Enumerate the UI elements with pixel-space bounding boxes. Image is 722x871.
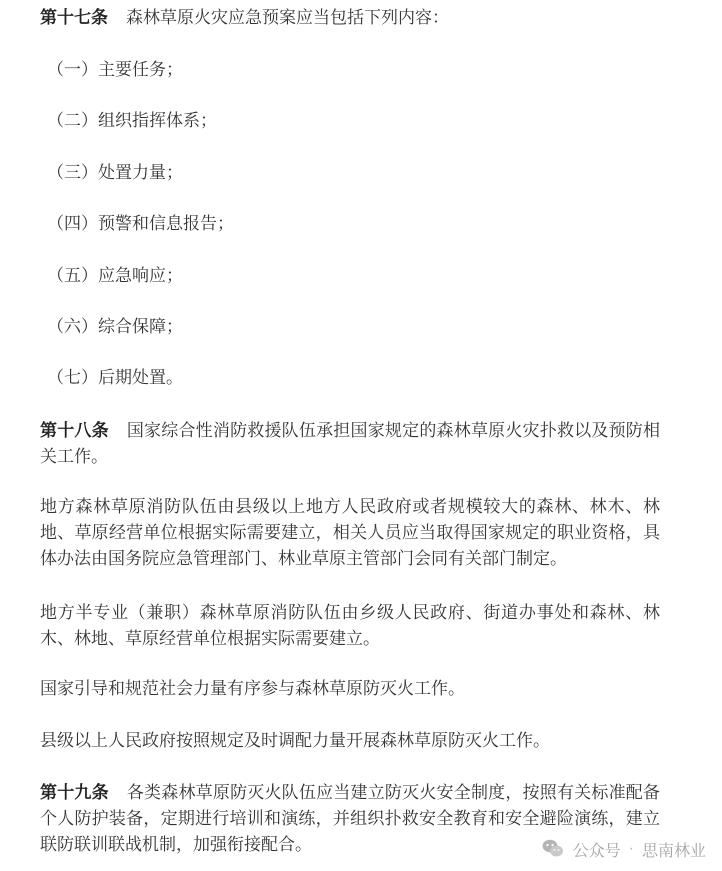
- wechat-watermark: [541, 837, 706, 861]
- article-17-item-4: （四）预警和信息报告；: [47, 214, 234, 234]
- article-18-paragraph-4: 县级以上人民政府按照规定及时调配力量开展森林草原防灭火工作。: [40, 731, 550, 751]
- watermark-account: 思南林业: [641, 842, 706, 860]
- article-17-item-1: （一）主要任务；: [47, 60, 183, 80]
- article-18-paragraph-3: 国家引导和规范社会力量有序参与森林草原防灭火工作。: [40, 679, 465, 699]
- article-17-text: 森林草原火灾应急预案应当包括下列内容：: [126, 8, 449, 28]
- article-18-paragraph-1: 地方森林草原消防队伍由县级以上地方人民政府或者规模较大的森林、林木、林地、草原经营单位根据实际需要建立，相关人员应当取得国家规定的职业资格，具体办法由国务院应急管理部门、林业草原主管部门会同有关部门制定。: [40, 497, 660, 569]
- article-18-title: 第十八条: [40, 421, 109, 441]
- article-17-item-6: （六）综合保障；: [47, 317, 183, 337]
- article-18-text: 国家综合性消防救援队伍承担国家规定的森林草原火灾扑救以及预防相关工作。: [40, 421, 661, 467]
- watermark-separator: ·: [628, 840, 634, 857]
- article-17-item-5: （五）应急响应；: [47, 266, 183, 286]
- wechat-icon: [541, 837, 565, 861]
- watermark-label: 公众号: [572, 842, 621, 860]
- article-18-heading-paragraph: [40, 418, 660, 470]
- article-17-item-3: （三）处置力量；: [47, 163, 183, 183]
- article-17-heading: [40, 1, 449, 35]
- article-17-title: 第十七条: [40, 8, 108, 28]
- article-17-item-2: （二）组织指挥体系；: [47, 111, 217, 131]
- article-19-text: 各类森林草原防灭火队伍应当建立防灭火安全制度，按照有关标准配备个人防护装备，定期进行培训和演练，并组织扑救安全教育和安全避险演练，建立联防联训联战机制，加强衔接配合。: [40, 783, 661, 855]
- article-17-item-7: （七）后期处置。: [47, 368, 183, 388]
- article-18-paragraph-2: 地方半专业（兼职）森林草原消防队伍由乡级人民政府、街道办事处和森林、林木、林地、草原经营单位根据实际需要建立。: [40, 603, 660, 649]
- article-19-title: 第十九条: [40, 783, 109, 803]
